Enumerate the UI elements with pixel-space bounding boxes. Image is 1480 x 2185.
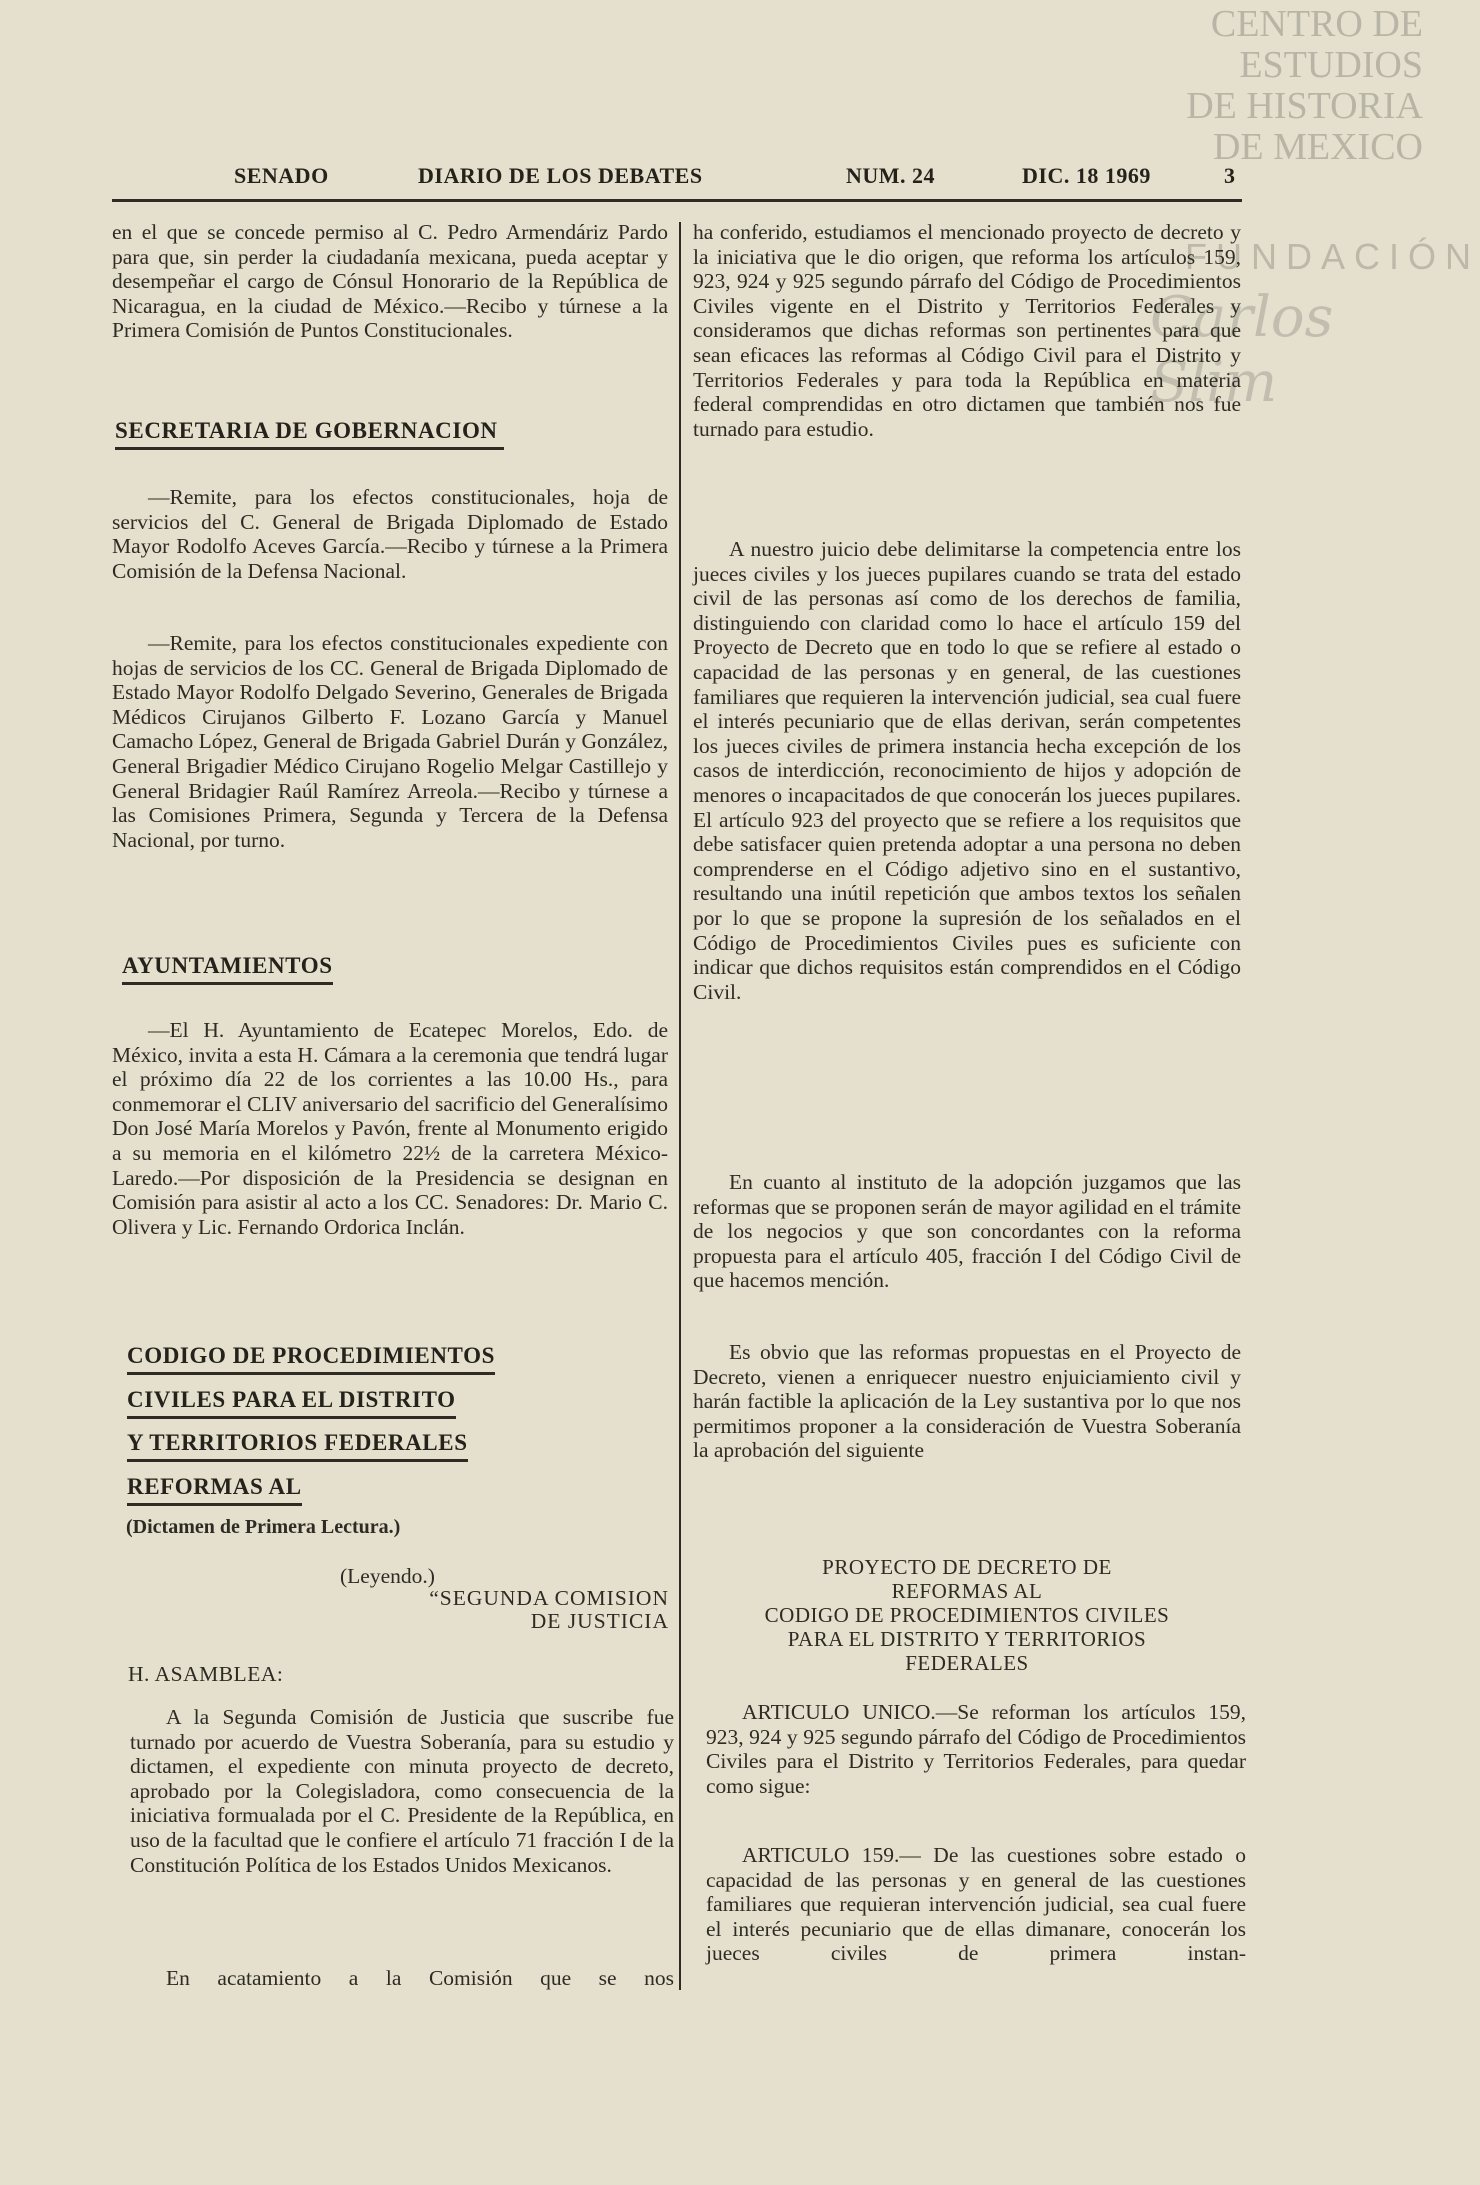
header-section: SENADO (234, 163, 329, 188)
right-column (693, 537, 1241, 1004)
decree-title-line: PARA EL DISTRITO Y TERRITORIOS (787, 1627, 1147, 1651)
paragraph: ARTICULO 159.— De las cuestiones sobre estado o capacidad de las personas y en general de las cuestiones familiares que requieran intervención judicial, sea cual fuere el interés pecuniario que de ellas dimanare, conocerán los jueces civiles de primera instan- (706, 1843, 1246, 1966)
paragraph: A la Segunda Comisión de Justicia que suscribe fue turnado por acuerdo de Vuestra Soberanía, para su estudio y dictamen, el expediente con minuta proyecto de decreto, aprobado por la Colegisladora, como consecuencia de la iniciativa formualada por el C. Presidente de la República, en uso de la facultad que le confiere el artículo 71 fracción I de la Constitución Política de los Estados Unidos Mexicanos. (130, 1705, 674, 1877)
salutation: H. ASAMBLEA: (128, 1662, 284, 1686)
paragraph: ARTICULO UNICO.—Se reforman los artículos 159, 923, 924 y 925 segundo párrafo del Código de Procedimientos Civiles para el Distrito y Territorios Federales, para quedar como sigue: (706, 1700, 1246, 1798)
decree-title-line: REFORMAS AL (891, 1579, 1043, 1603)
right-column (693, 220, 1241, 441)
decree-title (693, 1555, 1241, 1675)
left-column (112, 1018, 668, 1239)
header-number: NUM. 24 (846, 163, 936, 188)
paragraph: Es obvio que las reformas propuestas en el Proyecto de Decreto, vienen a enriquecer nuestro enjuiciamiento civil y harán factible la aplicación de la Ley sustantiva por lo que nos permitimos proponer a la consideración de Vuestra Soberanía la aprobación del siguiente (693, 1340, 1241, 1463)
watermark-signature: Carlos Slim (1150, 285, 1334, 415)
section-heading-ayuntamientos: AYUNTAMIENTOS (122, 953, 333, 985)
header-rule (112, 199, 1242, 202)
paragraph: En acatamiento a la Comisión que se nos (166, 1966, 674, 1990)
watermark-line: DE HISTORIA (1186, 85, 1423, 127)
left-column (130, 1705, 674, 1877)
decree-title-line: CODIGO DE PROCEDIMIENTOS CIVILES (764, 1603, 1170, 1627)
leyendo-note: (Leyendo.) (340, 1564, 435, 1588)
decree-title-line: PROYECTO DE DECRETO DE (822, 1555, 1112, 1579)
paragraph: A nuestro juicio debe delimitarse la competencia entre los jueces civiles y los jueces pupilares cuando se trata del estado civil de las personas así como de los derechos de familia, distinguiendo con claridad como lo hace el artículo 159 del Proyecto de Decreto que en todo lo que se refiere al estado o capacidad de las personas y en general, de las cuestiones familiares que requieren la intervención judicial, sea cual fuere el interés pecuniario que de ellas derivan, serán competentes los jueces civiles de primera instancia hecha excepción de los casos de interdicción, reconocimiento de hijos y adopción de menores o incapacitados de que conocerán los jueces pupilares. El artículo 923 del proyecto que se refiere a los requisitos que debe satisfacer quien pretenda adoptar a una persona no deben comprenderse en el Código adjetivo sino en el sustantivo, resultando una inútil repetición que ambos textos los señalen por lo que se propone la supresión de los señalados en el Código de Procedimientos Civiles pues es suficiente con indicar que dichos requisitos están comprendidos en el Código Civil. (693, 537, 1241, 1004)
watermark-line: DE MEXICO (1212, 126, 1423, 168)
section-heading-codigo: Y TERRITORIOS FEDERALES (127, 1430, 468, 1462)
left-column (112, 220, 668, 343)
header-page-number: 3 (1224, 163, 1236, 188)
header-date: DIC. 18 1969 (1022, 163, 1151, 188)
right-column (706, 1700, 1246, 1798)
right-column (706, 1843, 1246, 1966)
left-column (130, 1966, 674, 1991)
paragraph: En cuanto al instituto de la adopción juzgamos que las reformas que se proponen serán de mayor agilidad en el trámite de los negocios y que son concordantes con la reforma propuesta para el artículo 405, fracción I del Código Civil de que hacemos mención. (693, 1170, 1241, 1293)
dictamen-note: (Dictamen de Primera Lectura.) (126, 1516, 401, 1538)
right-column (693, 1340, 1241, 1463)
watermark-archive-name (1186, 4, 1423, 168)
column-divider (679, 222, 681, 1990)
decree-title-line: FEDERALES (905, 1651, 1029, 1675)
paragraph: —Remite, para los efectos constitucionales, hoja de servicios del C. General de Brigada Diplomado de Estado Mayor Rodolfo Aceves García.—Recibo y túrnese a la Primera Comisión de la Defensa Nacional. (112, 485, 668, 583)
section-heading-codigo: REFORMAS AL (127, 1474, 302, 1506)
section-heading-codigo: CIVILES PARA EL DISTRITO (127, 1387, 456, 1419)
paragraph: —Remite, para los efectos constitucionales expediente con hojas de servicios de los CC. General de Brigada Diplomado de Estado Mayor Rodolfo Delgado Severino, Generales de Brigada Médicos Cirujanos Gilberto F. Lozano García y Manuel Camacho López, General de Brigada Gabriel Durán y González, General Brigadier Médico Cirujano Rogelio Melgar Castillejo y General Bridagier Raúl Ramírez Arreola.—Recibo y túrnese a las Comisiones Primera, Segunda y Tercera de la Defensa Nacional, por turno. (112, 631, 668, 852)
watermark-line: CENTRO DE (1210, 3, 1423, 45)
left-column (112, 631, 668, 852)
left-column (112, 485, 668, 583)
paragraph: ha conferido, estudiamos el mencionado proyecto de decreto y la iniciativa que le dio origen, que reforma los artículos 159, 923, 924 y 925 segundo párrafo del Código de Procedimientos Civiles vigente en el Distrito y Territorios Federales y consideramos que dichas reformas son pertinentes para que sean eficaces las reformas al Código Civil para el Distrito y Territorios Federales y para toda la República en materia federal comprendidas en otro dictamen que también nos fue turnado para estudio. (693, 220, 1241, 441)
committee-name: “SEGUNDA COMISION (429, 1586, 669, 1610)
watermark-foundation: FUNDACIÓN (1185, 236, 1480, 277)
paragraph: —El H. Ayuntamiento de Ecatepec Morelos, Edo. de México, invita a esta H. Cámara a la ceremonia que tendrá lugar el próximo día 22 de los corrientes a las 10.00 Hs., para conmemorar el CLIV aniversario del sacrificio del Generalísimo Don José María Morelos y Pavón, frente al Monumento erigido a su memoria en el kilómetro 22½ de la carretera México-Laredo.—Por disposición de la Presidencia se designan en Comisión para asistir al acto a los CC. Senadores: Dr. Mario C. Olivera y Lic. Fernando Ordorica Inclán. (112, 1018, 668, 1239)
right-column (693, 1170, 1241, 1293)
header-title: DIARIO DE LOS DEBATES (418, 163, 703, 188)
section-heading-codigo: CODIGO DE PROCEDIMIENTOS (127, 1343, 495, 1375)
watermark-line: ESTUDIOS (1239, 44, 1423, 86)
paragraph: en el que se concede permiso al C. Pedro Armendáriz Pardo para que, sin perder la ciudadanía mexicana, pueda aceptar y desempeñar el cargo de Cónsul Honorario de la República de Nicaragua, en la ciudad de México.—Recibo y túrnese a la Primera Comisión de Puntos Constitucionales. (112, 220, 668, 343)
section-heading-gobernacion: SECRETARIA DE GOBERNACION (115, 418, 504, 450)
committee-name: DE JUSTICIA (530, 1609, 669, 1633)
